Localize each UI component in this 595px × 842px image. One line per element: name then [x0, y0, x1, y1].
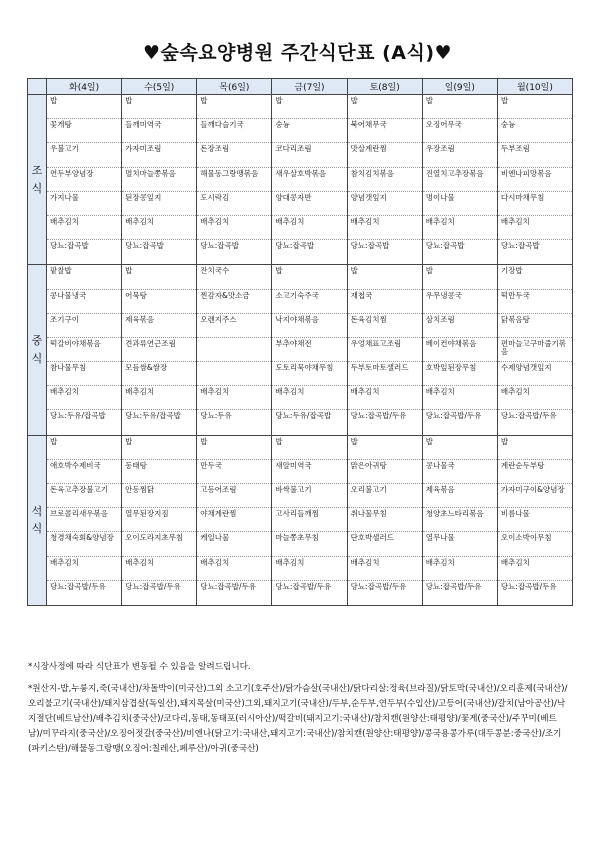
menu-item: 당뇨:잡곡밥/두유 [500, 581, 557, 591]
menu-item: 오리불고기 [348, 484, 422, 508]
notes-section [28, 660, 568, 764]
menu-item: 맛살계란찜 [348, 143, 422, 167]
menu-item: 가자미조림 [122, 143, 196, 167]
day-header: 토(8일) [347, 79, 422, 95]
menu-item: 당뇨:잡곡밥 [350, 241, 390, 251]
menu-item: 밥 [122, 265, 196, 289]
menu-item: 재첩국 [348, 290, 422, 314]
day-meal-cell [422, 265, 497, 435]
menu-item: 동태탕 [122, 460, 196, 484]
day-header: 월(10일) [497, 79, 572, 95]
menu-item: 배추김치 [47, 386, 121, 410]
menu-item: 배추김치 [122, 557, 196, 581]
menu-item: 참치김치볶음 [348, 168, 422, 192]
menu-item: 비름나물 [498, 508, 572, 532]
menu-item: 숭늉 [272, 119, 346, 143]
menu-item: 밥 [272, 95, 346, 119]
menu-item: 당뇨:잡곡밥/두유 [350, 411, 407, 421]
menu-item: 당뇨:잡곡밥 [425, 241, 465, 251]
menu-item: 당뇨:잡곡밥/두유 [275, 581, 332, 591]
menu-item: 돈육김치찜 [348, 314, 422, 338]
menu-item: 밥 [47, 436, 121, 460]
menu-item: 당뇨:잡곡밥/두유 [425, 411, 482, 421]
day-meal-cell [272, 95, 347, 265]
menu-item: 돈육고추장불고기 [47, 484, 121, 508]
menu-item: 배추김치 [197, 386, 271, 410]
menu-item: 가지나물 [47, 192, 121, 216]
menu-item: 숭늉 [498, 119, 572, 143]
menu-item: 고사리들깨찜 [272, 508, 346, 532]
menu-item: 편마늘고구마줄기볶음 [498, 338, 572, 362]
menu-item: 배추김치 [348, 557, 422, 581]
menu-item: 콩나물냉국 [47, 290, 121, 314]
menu-item: 북어채무국 [348, 119, 422, 143]
menu-item: 취나물무침 [348, 508, 422, 532]
menu-item: 당뇨:두유 [200, 411, 232, 421]
menu-item: 당뇨:두유/잡곡밥 [275, 411, 332, 421]
menu-item: 된장콩잎지 [122, 192, 196, 216]
menu-item: 당뇨:두유/잡곡밥 [125, 411, 181, 421]
menu-item: 밥 [272, 265, 346, 289]
menu-item: 돈장조림 [197, 143, 271, 167]
menu-item: 배추김치 [348, 216, 422, 240]
menu-item: 청양초느타리볶음 [423, 508, 497, 532]
menu-item: 콩나물국 [423, 460, 497, 484]
menu-item: 당뇨:잡곡밥 [125, 241, 164, 251]
menu-item: 팥찰밥 [47, 265, 121, 289]
meal-row [28, 265, 573, 435]
menu-item: 해물동그랑땡볶음 [197, 168, 271, 192]
menu-item: 마늘쫑초무침 [272, 532, 346, 556]
day-header-row [28, 79, 573, 95]
menu-item: 당뇨:잡곡밥 [200, 241, 240, 251]
menu-item: 배추김치 [498, 216, 572, 240]
menu-item: 당뇨:잡곡밥 [500, 241, 540, 251]
menu-item: 밥 [348, 95, 422, 119]
menu-item: 우무냉콩국 [423, 290, 497, 314]
menu-item: 수제양념갯잎지 [498, 362, 572, 386]
day-meal-cell [197, 265, 272, 435]
day-header: 일(9일) [422, 79, 497, 95]
menu-item: 오징어무국 [423, 119, 497, 143]
day-meal-cell [47, 265, 122, 435]
menu-item: 밥 [122, 95, 196, 119]
menu-item: 잔치국수 [197, 265, 271, 289]
menu-item: 계란순두부탕 [498, 460, 572, 484]
menu-item: 밥 [348, 265, 422, 289]
menu-item: 배추김치 [272, 557, 346, 581]
day-meal-cell [422, 95, 497, 265]
menu-item: 소고기숙주국 [272, 290, 346, 314]
menu-item: 부추야채전 [272, 338, 346, 362]
menu-item: 양대콩자반 [272, 192, 346, 216]
menu-item: 당뇨:잡곡밥/두유 [500, 411, 557, 421]
page-title: ♥숲속요양병원 주간식단표 (A식)♥ [142, 42, 453, 64]
menu-item: 배추김치 [423, 557, 497, 581]
menu-item: 오이도라지초무침 [122, 532, 196, 556]
day-meal-cell [422, 435, 497, 605]
menu-item: 낙지야채볶음 [272, 314, 346, 338]
menu-item: 오이소박이무침 [498, 532, 572, 556]
menu-item: 밥 [498, 436, 572, 460]
menu-item: 당뇨:잡곡밥/두유 [50, 581, 106, 591]
menu-item: 우불고기 [47, 143, 121, 167]
menu-item: 당뇨:잡곡밥/두유 [350, 581, 407, 591]
menu-item: 밥 [348, 436, 422, 460]
notice-text: *시장사정에 따라 식단표가 변동될 수 있음을 알려드립니다. [28, 662, 251, 672]
menu-item: 배추김치 [423, 216, 497, 240]
menu-item: 양념갯잎지 [348, 192, 422, 216]
menu-item: 케일나물 [197, 532, 271, 556]
menu-item: 당뇨:잡곡밥 [275, 241, 315, 251]
menu-item: 바싹불고기 [272, 484, 346, 508]
menu-item: 닭볶음탕 [498, 314, 572, 338]
menu-item: 열무나물 [423, 532, 497, 556]
menu-item: 당뇨:잡곡밥/두유 [425, 581, 482, 591]
menu-item: 단호박샐러드 [348, 532, 422, 556]
menu-item: 밥 [272, 436, 346, 460]
day-meal-cell [497, 435, 572, 605]
day-header: 목(6일) [197, 79, 272, 95]
weekly-menu-table [27, 78, 573, 606]
menu-item: 삼치조림 [423, 314, 497, 338]
menu-item: 들깨미역국 [122, 119, 196, 143]
day-header: 금(7일) [272, 79, 347, 95]
menu-item: 배추김치 [348, 386, 422, 410]
day-meal-cell [347, 265, 422, 435]
menu-item: 새우살호박볶음 [272, 168, 346, 192]
menu-item: 밥 [423, 436, 497, 460]
menu-item: 밥 [423, 95, 497, 119]
menu-item: 당뇨:잡곡밥/두유 [125, 581, 181, 591]
menu-item: 비엔나피망볶음 [498, 168, 572, 192]
menu-item: 도시락김 [197, 192, 271, 216]
menu-item: 호박잎된장무침 [423, 362, 497, 386]
menu-item: 연두부양념장 [47, 168, 121, 192]
menu-item: 가자미구이&양념장 [498, 484, 572, 508]
menu-item: 멸치마늘쫑볶음 [122, 168, 196, 192]
menu-item: 찐감자&맛소금 [197, 290, 271, 314]
menu-item: 모듬쌈&쌈장 [122, 362, 196, 386]
menu-item: 견과류연근조림 [122, 338, 196, 362]
menu-item: 제육볶음 [423, 484, 497, 508]
day-meal-cell [47, 435, 122, 605]
menu-item: 배추김치 [498, 557, 572, 581]
meal-label: 조 식 [28, 95, 47, 265]
day-meal-cell [497, 265, 572, 435]
day-meal-cell [347, 435, 422, 605]
menu-item: 두부토마토샐러드 [348, 362, 422, 386]
menu-item: 맑은아귀탕 [348, 460, 422, 484]
day-meal-cell [272, 435, 347, 605]
menu-item: 제육볶음 [122, 314, 196, 338]
day-header: 수(5일) [122, 79, 197, 95]
menu-item: 배추김치 [498, 386, 572, 410]
day-header: 화(4일) [47, 79, 122, 95]
menu-item: 꽃게탕 [47, 119, 121, 143]
menu-item: 베이컨야채볶음 [423, 338, 497, 362]
menu-item: 밥 [498, 95, 572, 119]
menu-item: 진열치고추장볶음 [423, 168, 497, 192]
day-meal-cell [197, 435, 272, 605]
day-meal-cell [122, 265, 197, 435]
day-meal-cell [347, 95, 422, 265]
menu-item: 배추김치 [47, 216, 121, 240]
menu-item: 배추김치 [272, 216, 346, 240]
menu-item: 애호박수제비국 [47, 460, 121, 484]
menu-item: 명이나물 [423, 192, 497, 216]
menu-item: 조기구이 [47, 314, 121, 338]
corner-cell [28, 79, 47, 95]
day-meal-cell [122, 95, 197, 265]
menu-item: 배추김치 [423, 386, 497, 410]
menu-item: 배추김치 [272, 386, 346, 410]
menu-item: 떡만두국 [498, 290, 572, 314]
menu-item: 밥 [197, 95, 271, 119]
menu-item: 밥 [423, 265, 497, 289]
menu-item: 배추김치 [197, 216, 271, 240]
day-meal-cell [272, 265, 347, 435]
meal-label: 석 식 [28, 435, 47, 605]
menu-item: 당뇨:잡곡밥/두유 [200, 581, 257, 591]
menu-item: 고등어조림 [197, 484, 271, 508]
menu-item: 야채계란찜 [197, 508, 271, 532]
menu-item: 배추김치 [197, 557, 271, 581]
menu-item: 오렌지주스 [197, 314, 271, 338]
meal-label: 중 식 [28, 265, 47, 435]
menu-item: 청경채숙회&양념장 [47, 532, 121, 556]
menu-item: 새알미역국 [272, 460, 346, 484]
menu-item: 어묵탕 [122, 290, 196, 314]
menu-item: 도토리묵야채무침 [272, 362, 346, 386]
menu-item: 다시마채무침 [498, 192, 572, 216]
menu-item: 만두국 [197, 460, 271, 484]
menu-item: 배추김치 [122, 386, 196, 410]
menu-item: 떡갈비야채볶음 [47, 338, 121, 362]
menu-item: 우엉채표고조림 [348, 338, 422, 362]
menu-item: 밥 [197, 436, 271, 460]
menu-item: 참나물무침 [47, 362, 121, 386]
menu-item: 밥 [47, 95, 121, 119]
menu-item: 열무된장지짐 [122, 508, 196, 532]
menu-item: 우장조림 [423, 143, 497, 167]
menu-item: 당뇨:잡곡밥 [50, 241, 89, 251]
menu-item: 밥 [122, 436, 196, 460]
menu-item [197, 362, 271, 386]
meal-row [28, 435, 573, 605]
menu-item [197, 338, 271, 362]
meal-row [28, 95, 573, 265]
menu-item: 당뇨:두유/잡곡밥 [50, 411, 106, 421]
day-meal-cell [497, 95, 572, 265]
day-meal-cell [122, 435, 197, 605]
menu-item: 들깨다슬기국 [197, 119, 271, 143]
menu-item: 두부조림 [498, 143, 572, 167]
menu-item: 배추김치 [122, 216, 196, 240]
day-meal-cell [47, 95, 122, 265]
menu-item: 배추김치 [47, 557, 121, 581]
menu-item: 안동찜닭 [122, 484, 196, 508]
menu-item: 기장밥 [498, 265, 572, 289]
menu-item: 코다리조림 [272, 143, 346, 167]
menu-item: 브로콜리새우볶음 [47, 508, 121, 532]
origin-text: *원산지-밥,누룽지,죽(국내산)/차돌박이(미국산)그외 소고기(호주산)/닭가슴살(국내산)/닭다리살:정육(브라질)/닭토막(국내산)/오리훈제(국내산)/오리불고기(국내산)/돼지삼겹살(독일산),돼지목살(미국산)그외,돼지고기(국내산)/두부,순두부,연두부(수입산)/고등어(국내산)/갈치(남아공산)/낙지절단(베트남산)/배추김치(중국산)/코다리,동태,동태포(러시아산)/떡갈비(돼지고기:국내산)/참치캔(원양산:태평양)/꽃게(중국산)/주꾸미(베트남)/미꾸라지(중국산)/오징어젓갈(중국산)/비엔나(닭고기:국내산,돼지고기:국내산)/참치캔(원양산:태평양)/콩국용콩가루(대두콩분:중국산)/조기(파키스탄)/해물동그랑땡(오징어:칠레산,페루산)/아귀(중국산) [28, 684, 568, 754]
day-meal-cell [197, 95, 272, 265]
